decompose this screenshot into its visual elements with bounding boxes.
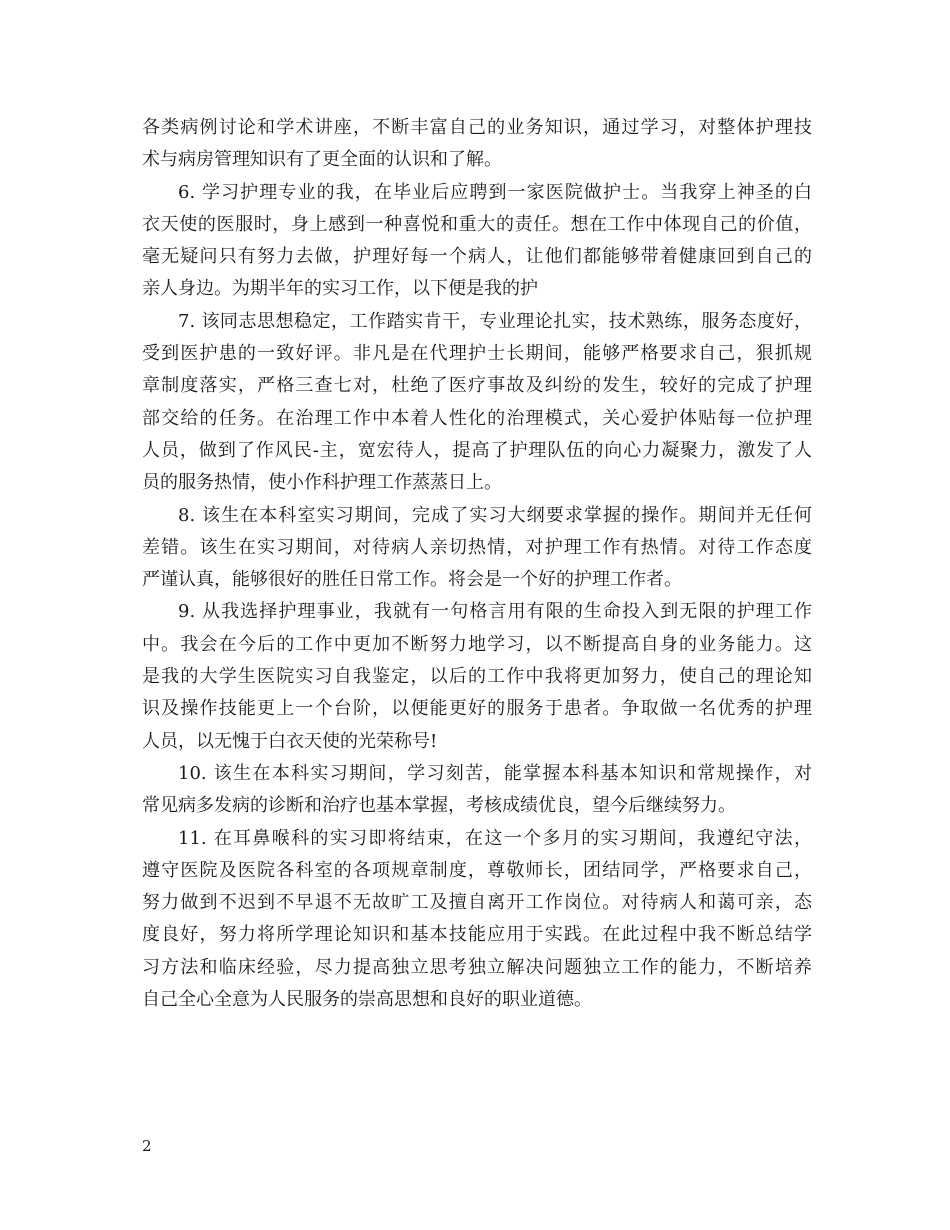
paragraph-6 <box>142 177 812 306</box>
text-line: 术与病房管理知识有了更全面的认识和了解。 <box>142 149 502 171</box>
text-line: 10. 该生在本科实习期间，学习刻苦，能掌握本科基本知识和常规操作，对 <box>178 762 812 784</box>
text-line: 7. 该同志思想稳定，工作踏实肯干，专业理论扎实，技术熟练，服务态度好， <box>178 310 812 332</box>
paragraph-7 <box>142 306 812 500</box>
text-line: 毫无疑问只有努力去做，护理好每一个病人，让他们都能够带着健康回到自己的 <box>142 246 812 268</box>
text-line: 11. 在耳鼻喉科的实习即将结束，在这一个多月的实习期间，我遵纪守法， <box>178 827 812 849</box>
text-line: 人员，以无愧于白衣天使的光荣称号! <box>142 730 438 752</box>
text-line: 严谨认真，能够很好的胜任日常工作。将会是一个好的护理工作者。 <box>142 569 682 591</box>
text-line: 部交给的任务。在治理工作中本着人性化的治理模式，关心爱护体贴每一位护理 <box>142 407 812 429</box>
text-line: 识及操作技能更上一个台阶，以便能更好的服务于患者。争取做一名优秀的护理 <box>142 698 812 720</box>
text-line: 习方法和临床经验，尽力提高独立思考独立解决问题独立工作的能力，不断培养 <box>142 956 812 978</box>
paragraph-9 <box>142 596 812 757</box>
text-line: 员的服务热情，使小作科护理工作蒸蒸日上。 <box>142 472 502 494</box>
text-line: 中。我会在今后的工作中更加不断努力地学习，以不断提高自身的业务能力。这 <box>142 633 812 655</box>
text-line: 是我的大学生医院实习自我鉴定，以后的工作中我将更加努力，使自己的理论知 <box>142 666 812 688</box>
text-line: 遵守医院及医院各科室的各项规章制度，尊敬师长，团结同学，严格要求自己， <box>142 859 812 881</box>
text-line: 努力做到不迟到不早退不无故旷工及擅自离开工作岗位。对待病人和蔼可亲，态 <box>142 892 812 914</box>
paragraph-11 <box>142 823 812 1017</box>
text-line: 各类病例讨论和学术讲座，不断丰富自己的业务知识，通过学习，对整体护理技 <box>142 117 812 138</box>
text-line: 9. 从我选择护理事业，我就有一句格言用有限的生命投入到无限的护理工作 <box>178 601 812 623</box>
paragraph-8 <box>142 500 812 597</box>
text-line: 衣天使的医服时，身上感到一种喜悦和重大的责任。想在工作中体现自己的价值， <box>142 213 812 235</box>
text-line: 章制度落实，严格三查七对，杜绝了医疗事故及纠纷的发生，较好的完成了护理 <box>142 375 812 397</box>
text-line: 8. 该生在本科室实习期间，完成了实习大纲要求掌握的操作。期间并无任何 <box>178 504 812 526</box>
document-body <box>142 112 812 1016</box>
paragraph-10 <box>142 758 812 823</box>
text-line: 亲人身边。为期半年的实习工作，以下便是我的护 <box>142 278 538 300</box>
text-line: 常见病多发病的诊断和治疗也基本掌握，考核成绩优良，望今后继续努力。 <box>142 795 736 817</box>
text-line: 受到医护患的一致好评。非凡是在代理护士长期间，能够严格要求自己，狠抓规 <box>142 343 812 365</box>
text-line: 自己全心全意为人民服务的崇高思想和良好的职业道德。 <box>142 989 592 1011</box>
page-number: 2 <box>142 1137 152 1155</box>
text-line: 6. 学习护理专业的我，在毕业后应聘到一家医院做护士。当我穿上神圣的白 <box>178 181 812 203</box>
text-line: 人员，做到了作风民-主，宽宏待人，提高了护理队伍的向心力凝聚力，激发了人 <box>142 439 812 461</box>
text-line: 差错。该生在实习期间，对待病人亲切热情，对护理工作有热情。对待工作态度 <box>142 536 812 558</box>
paragraph-continued <box>142 112 812 177</box>
text-line: 度良好，努力将所学理论知识和基本技能应用于实践。在此过程中我不断总结学 <box>142 924 812 946</box>
